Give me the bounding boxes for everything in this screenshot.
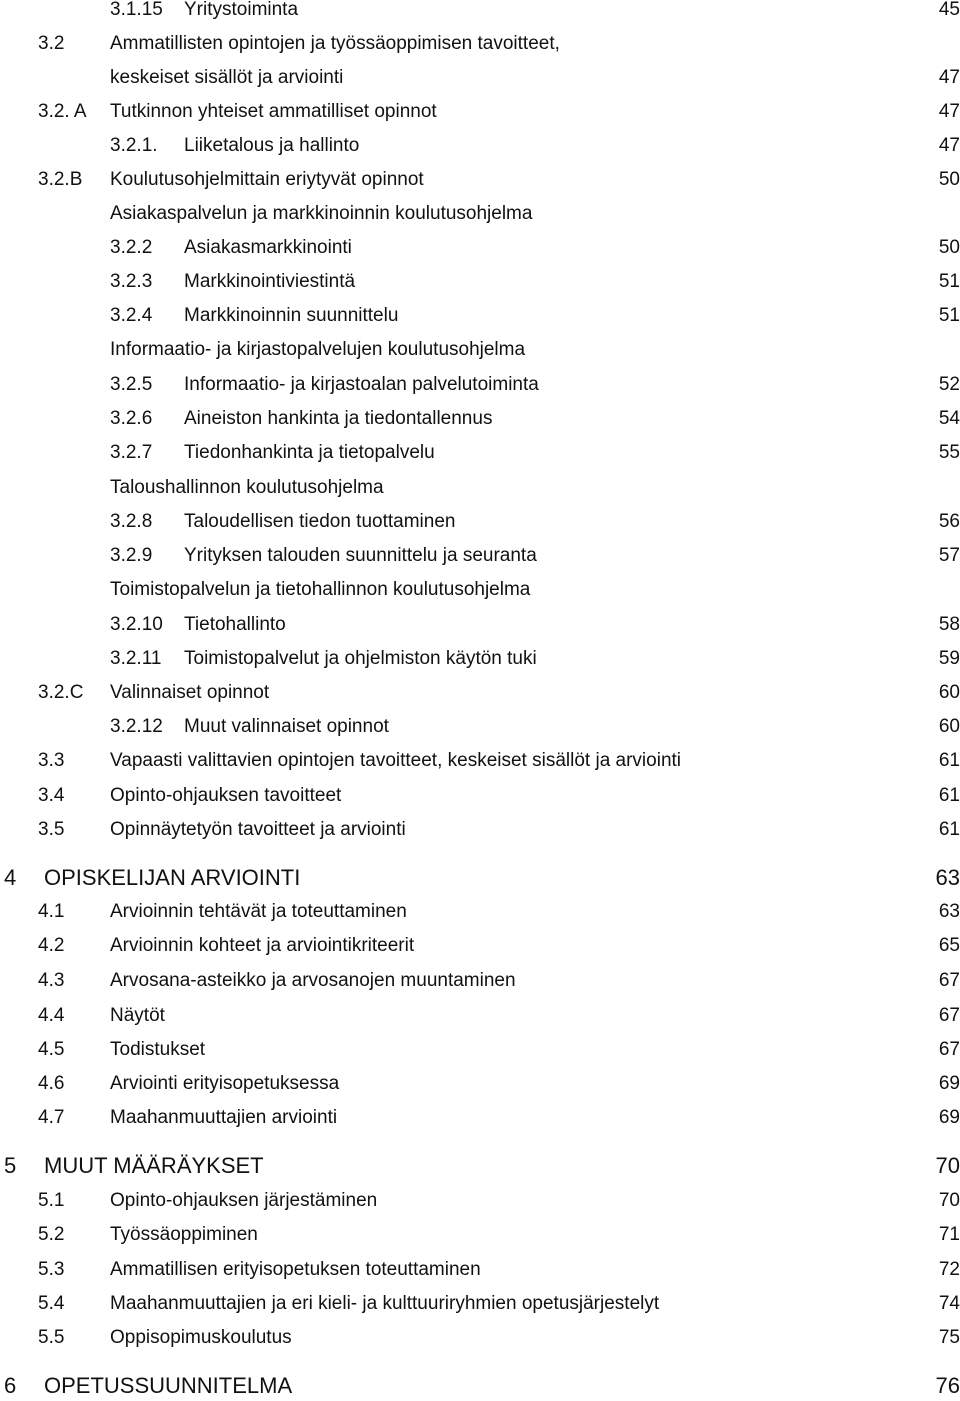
toc-entry-title: Tutkinnon yhteiset ammatilliset opinnot: [110, 101, 437, 122]
toc-entry-number: 4.2: [38, 935, 65, 956]
toc-entry-page: 61: [938, 750, 960, 771]
toc-entry-title: Markkinoinnin suunnittelu: [184, 305, 399, 326]
toc-entry-title: Arvioinnin kohteet ja arviointikriteerit: [110, 935, 415, 956]
toc-entry-page: 52: [938, 374, 960, 395]
toc-entry-row: [0, 29, 960, 59]
toc-entry-title: Maahanmuuttajien arviointi: [110, 1107, 338, 1128]
toc-entry-title: Opinnäytetyön tavoitteet ja arviointi: [110, 819, 406, 840]
toc-entry-number: 5.3: [38, 1259, 65, 1280]
toc-group-heading: [0, 335, 960, 365]
toc-entry-page: 51: [938, 305, 960, 326]
toc-entry-title: Arvioinnin tehtävät ja toteuttaminen: [110, 901, 407, 922]
toc-entry-title: OPETUSSUUNNITELMA: [44, 1373, 293, 1398]
toc-entry-title: Tietohallinto: [184, 614, 286, 635]
toc-chapter-row: [0, 1371, 960, 1401]
toc-entry-title: OPISKELIJAN ARVIOINTI: [44, 865, 301, 890]
toc-entry-number: 3.2.C: [38, 682, 84, 703]
toc-entry-page: 61: [938, 785, 960, 806]
toc-entry-number: 3.2.4: [110, 305, 153, 326]
toc-entry-number: 3.5: [38, 819, 65, 840]
toc-entry-title: Liiketalous ja hallinto: [184, 135, 360, 156]
toc-entry-number: 5.2: [38, 1224, 65, 1245]
toc-entry-page: 58: [938, 614, 960, 635]
toc-entry-title: Opinto-ohjauksen järjestäminen: [110, 1190, 378, 1211]
toc-entry-number: 3.2.12: [110, 716, 163, 737]
toc-entry-number: 4: [4, 865, 17, 890]
toc-entry-title: Työssäoppiminen: [110, 1224, 258, 1245]
toc-entry-title: Taloushallinnon koulutusohjelma: [110, 477, 384, 498]
toc-entry-title: Valinnaiset opinnot: [110, 682, 270, 703]
toc-entry-number: 4.6: [38, 1073, 65, 1094]
toc-entry-page: 69: [938, 1073, 960, 1094]
toc-entry-row: [0, 1001, 960, 1031]
toc-entry-number: 5.4: [38, 1293, 65, 1314]
toc-entry-number: 3.2. A: [38, 101, 87, 122]
toc-entry-title: Yritystoiminta: [184, 0, 299, 20]
toc-entry-title: MUUT MÄÄRÄYKSET: [44, 1153, 264, 1178]
toc-entry-page: 63: [935, 865, 960, 890]
toc-entry-title: keskeiset sisällöt ja arviointi: [110, 67, 344, 88]
toc-entry-title: Koulutusohjelmittain eriytyvät opinnot: [110, 169, 424, 190]
toc-entry-number: 3.2.10: [110, 614, 163, 635]
toc-entry-row: [0, 712, 960, 742]
toc-entry-number: 3.2.8: [110, 511, 153, 532]
toc-entry-number: 4.1: [38, 901, 65, 922]
toc-entry-page: 69: [938, 1107, 960, 1128]
toc-entry-number: 4.3: [38, 970, 65, 991]
toc-entry-number: 3.2.1.: [110, 135, 158, 156]
toc-entry-page: 63: [938, 901, 960, 922]
toc-entry-row: [0, 931, 960, 961]
toc-entry-number: 6: [4, 1373, 17, 1398]
toc-entry-title: Informaatio- ja kirjastoalan palvelutoiminta: [184, 374, 539, 395]
toc-entry-number: 3.2.6: [110, 408, 153, 429]
toc-entry-page: 65: [938, 935, 960, 956]
toc-entry-number: 4.7: [38, 1107, 65, 1128]
toc-entry-page: 74: [938, 1293, 960, 1314]
toc-entry-number: 3.2.3: [110, 271, 153, 292]
toc-entry-row: [0, 267, 960, 297]
toc-entry-page: 56: [938, 511, 960, 532]
toc-entry-page: 59: [938, 648, 960, 669]
toc-entry-page: 76: [935, 1373, 960, 1398]
toc-entry-page: 47: [938, 101, 960, 122]
toc-entry-row: [0, 541, 960, 571]
toc-entry-row: [0, 97, 960, 127]
toc-entry-title: Ammatillisen erityisopetuksen toteuttaminen: [110, 1259, 481, 1280]
toc-entry-page: 57: [938, 545, 960, 566]
toc-group-heading: [0, 473, 960, 503]
toc-entry-page: 51: [938, 271, 960, 292]
toc-entry-title: Toimistopalvelut ja ohjelmiston käytön tuki: [184, 648, 537, 669]
toc-entry-title: Arvosana-asteikko ja arvosanojen muuntaminen: [110, 970, 516, 991]
toc-entry-title: Tiedonhankinta ja tietopalvelu: [184, 442, 435, 463]
toc-chapter-row: [0, 863, 960, 893]
toc-entry-number: 3.2.2: [110, 237, 153, 258]
toc-entry-title: Toimistopalvelun ja tietohallinnon koulutusohjelma: [110, 579, 531, 600]
toc-entry-title: Maahanmuuttajien ja eri kieli- ja kulttuuriryhmien opetusjärjestelyt: [110, 1293, 660, 1314]
toc-entry-row: [0, 1035, 960, 1065]
toc-entry-number: 3.2.9: [110, 545, 153, 566]
toc-entry-title: Asiakasmarkkinointi: [184, 237, 352, 258]
toc-entry-row: [0, 131, 960, 161]
toc-entry-title: Muut valinnaiset opinnot: [184, 716, 389, 737]
toc-entry-page: 75: [938, 1327, 960, 1348]
toc-entry-row: [0, 644, 960, 674]
toc-entry-title: Arviointi erityisopetuksessa: [110, 1073, 340, 1094]
toc-entry-page: 60: [938, 682, 960, 703]
toc-entry-title: Taloudellisen tiedon tuottaminen: [184, 511, 456, 532]
toc-entry-title: Todistukset: [110, 1039, 206, 1060]
toc-entry-title: Opinto-ohjauksen tavoitteet: [110, 785, 342, 806]
toc-entry-row: [0, 404, 960, 434]
toc-entry-title: Ammatillisten opintojen ja työssäoppimisen tavoitteet,: [110, 33, 560, 54]
toc-entry-page: 50: [938, 169, 960, 190]
toc-entry-row: [0, 165, 960, 195]
toc-entry-number: 5.1: [38, 1190, 65, 1211]
toc-entry-page: 70: [935, 1153, 960, 1178]
toc-entry-title: Vapaasti valittavien opintojen tavoitteet, keskeiset sisällöt ja arviointi: [110, 750, 682, 771]
toc-entry-row: [0, 678, 960, 708]
toc-entry-title: Asiakaspalvelun ja markkinoinnin koulutusohjelma: [110, 203, 533, 224]
toc-entry-page: 47: [938, 135, 960, 156]
toc-entry-page: 72: [938, 1259, 960, 1280]
toc-group-heading: [0, 199, 960, 229]
toc-entry-title: Näytöt: [110, 1005, 165, 1026]
toc-entry-row: [0, 438, 960, 468]
toc-entry-row: [0, 1069, 960, 1099]
toc-entry-row: [0, 781, 960, 811]
toc-entry-page: 50: [938, 237, 960, 258]
toc-entry-page: 71: [938, 1224, 960, 1245]
toc-entry-title: Aineiston hankinta ja tiedontallennus: [184, 408, 493, 429]
toc-entry-row: [0, 966, 960, 996]
toc-entry-number: 3.2.11: [110, 648, 162, 669]
toc-entry-page: 67: [938, 1039, 960, 1060]
toc-entry-number: 3.4: [38, 785, 65, 806]
toc-entry-number: 3.2.B: [38, 169, 83, 190]
toc-entry-title: Yrityksen talouden suunnittelu ja seuranta: [184, 545, 537, 566]
toc-entry-page: 54: [938, 408, 960, 429]
toc-entry-row: [0, 610, 960, 640]
toc-entry-number: 3.3: [38, 750, 65, 771]
toc-entry-row: [0, 1289, 960, 1319]
toc-entry-row: [0, 370, 960, 400]
toc-entry-page: 45: [938, 0, 960, 20]
toc-entry-page: 47: [938, 67, 960, 88]
toc-entry-page: 61: [938, 819, 960, 840]
toc-entry-row: [0, 1220, 960, 1250]
toc-entry-row: [0, 1323, 960, 1353]
toc-entry-page: 55: [938, 442, 960, 463]
toc-entry-row: [0, 1255, 960, 1285]
toc-entry-row: [0, 1103, 960, 1133]
toc-entry-row: [0, 0, 960, 25]
toc-entry-number: 3.1.15: [110, 0, 163, 20]
toc-entry-number: 3.2.5: [110, 374, 153, 395]
toc-entry-row: [0, 1186, 960, 1216]
toc-entry-number: 5.5: [38, 1327, 65, 1348]
toc-entry-row: [0, 897, 960, 927]
toc-entry-page: 67: [938, 970, 960, 991]
toc-entry-title: Oppisopimuskoulutus: [110, 1327, 292, 1348]
toc-group-heading: [0, 575, 960, 605]
toc-entry-number: 4.4: [38, 1005, 65, 1026]
toc-entry-row: [0, 63, 960, 93]
toc-entry-title: Informaatio- ja kirjastopalvelujen koulutusohjelma: [110, 339, 526, 360]
toc-entry-page: 70: [938, 1190, 960, 1211]
toc-entry-title: Markkinointiviestintä: [184, 271, 356, 292]
toc-entry-number: 5: [4, 1153, 17, 1178]
toc-entry-page: 67: [938, 1005, 960, 1026]
toc-entry-number: 3.2.7: [110, 442, 153, 463]
toc-entry-page: 60: [938, 716, 960, 737]
toc-entry-number: 3.2: [38, 33, 65, 54]
toc-entry-row: [0, 746, 960, 776]
toc-chapter-row: [0, 1151, 960, 1181]
toc-entry-row: [0, 815, 960, 845]
toc-entry-number: 4.5: [38, 1039, 65, 1060]
toc-entry-row: [0, 301, 960, 331]
toc-entry-row: [0, 507, 960, 537]
toc-entry-row: [0, 233, 960, 263]
